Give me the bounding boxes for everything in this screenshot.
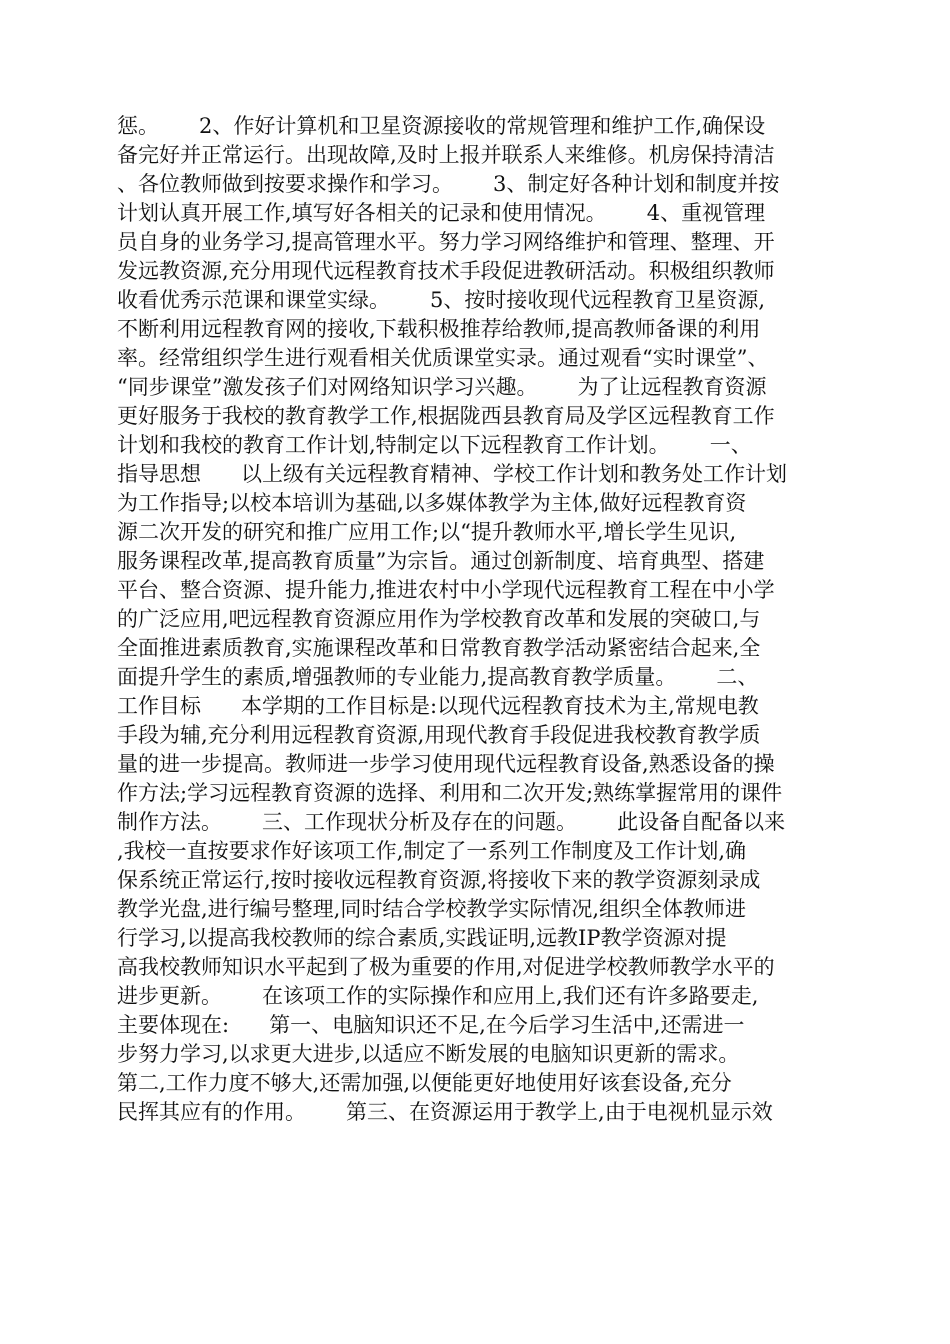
text-line: 民挥其应有的作用。 第三、在资源运用于教学上,由于电视机显示效 [117, 1100, 773, 1124]
text-line: 制作方法。 三、工作现状分析及存在的问题。 此设备自配备以来 [117, 810, 786, 834]
text-line: 计划认真开展工作,填写好各相关的记录和使用情况。 4、重视管理 [117, 201, 766, 225]
text-line: 手段为辅,充分利用远程教育资源,用现代教育手段促进我校教育教学质 [117, 723, 761, 747]
text-line: 行学习,以提高我校教师的综合素质,实践证明,远教IP教学资源对提 [117, 926, 727, 950]
text-line: 工作目标 本学期的工作目标是:以现代远程教育技术为主,常规电教 [117, 694, 759, 718]
text-line: 全面推进素质教育,实施课程改革和日常教育教学活动紧密结合起来,全 [117, 636, 761, 660]
text-line: 平台、整合资源、提升能力,推进农村中小学现代远程教育工程在中小学 [117, 578, 775, 602]
text-line: 、各位教师做到按要求操作和学习。 3、制定好各种计划和制度并按 [117, 172, 780, 196]
text-line: 作方法;学习远程教育资源的选择、利用和二次开发;熟练掌握常用的课件 [117, 781, 783, 805]
text-line: 备完好并正常运行。出现故障,及时上报并联系人来维修。机房保持清洁 [117, 143, 775, 167]
text-line: 惩。 2、作好计算机和卫星资源接收的常规管理和维护工作,确保设 [117, 114, 766, 138]
text-line: 为工作指导;以校本培训为基础,以多媒体教学为主体,做好远程教育资 [117, 491, 747, 515]
text-line: 更好服务于我校的教育教学工作,根据陇西县教育局及学区远程教育工作 [117, 404, 775, 428]
text-line: 计划和我校的教育工作计划,特制定以下远程教育工作计划。 一、 [117, 433, 752, 457]
text-line: ,我校一直按要求作好该项工作,制定了一系列工作制度及工作计划,确 [117, 839, 747, 863]
text-line: 收看优秀示范课和课堂实绿。 5、按时接收现代远程教育卫星资源, [117, 288, 766, 312]
text-line: 源二次开发的研究和推广应用工作;以“提升教师水平,增长学生见识, [117, 520, 737, 544]
text-line: 量的进一步提高。教师进一步学习使用现代远程教育设备,熟悉设备的操 [117, 752, 775, 776]
text-line: 进步更新。 在该项工作的实际操作和应用上,我们还有许多路要走, [117, 984, 759, 1008]
text-line: 高我校教师知识水平起到了极为重要的作用,对促进学校教师教学水平的 [117, 955, 775, 979]
body-text [117, 112, 837, 1127]
text-line: 不断利用远程教育网的接收,下载积极推荐给教师,提高教师备课的利用 [117, 317, 761, 341]
text-line: 保系统正常运行,按时接收远程教育资源,将接收下来的教学资源刻录成 [117, 868, 761, 892]
text-line: “同步课堂”激发孩子们对网络知识学习兴趣。 为了让远程教育资源 [117, 375, 767, 399]
text-line: 发远教资源,充分用现代远程教育技术手段促进教研活动。积极组织教师 [117, 259, 775, 283]
text-line: 的广泛应用,吧远程教育资源应用作为学校教育改革和发展的突破口,与 [117, 607, 761, 631]
text-line: 主要体现在: 第一、电脑知识还不足,在今后学习生活中,还需进一 [117, 1013, 745, 1037]
text-line: 员自身的业务学习,提高管理水平。努力学习网络维护和管理、整理、开 [117, 230, 775, 254]
text-line: 教学光盘,进行编号整理,同时结合学校教学实际情况,组织全体教师进 [117, 897, 747, 921]
text-line: 率。经常组织学生进行观看相关优质课堂实录。通过观看“实时课堂”、 [117, 346, 769, 370]
text-line: 服务课程改革,提高教育质量”为宗旨。通过创新制度、培育典型、搭建 [117, 549, 765, 573]
text-line: 面提升学生的素质,增强教师的专业能力,提高教育教学质量。 二、 [117, 665, 759, 689]
text-line: 第二,工作力度不够大,还需加强,以便能更好地使用好该套设备,充分 [117, 1071, 732, 1095]
text-line: 指导思想 以上级有关远程教育精神、学校工作计划和教务处工作计划 [117, 462, 788, 486]
text-line: 步努力学习,以求更大进步,以适应不断发展的电脑知识更新的需求。 [117, 1042, 740, 1066]
